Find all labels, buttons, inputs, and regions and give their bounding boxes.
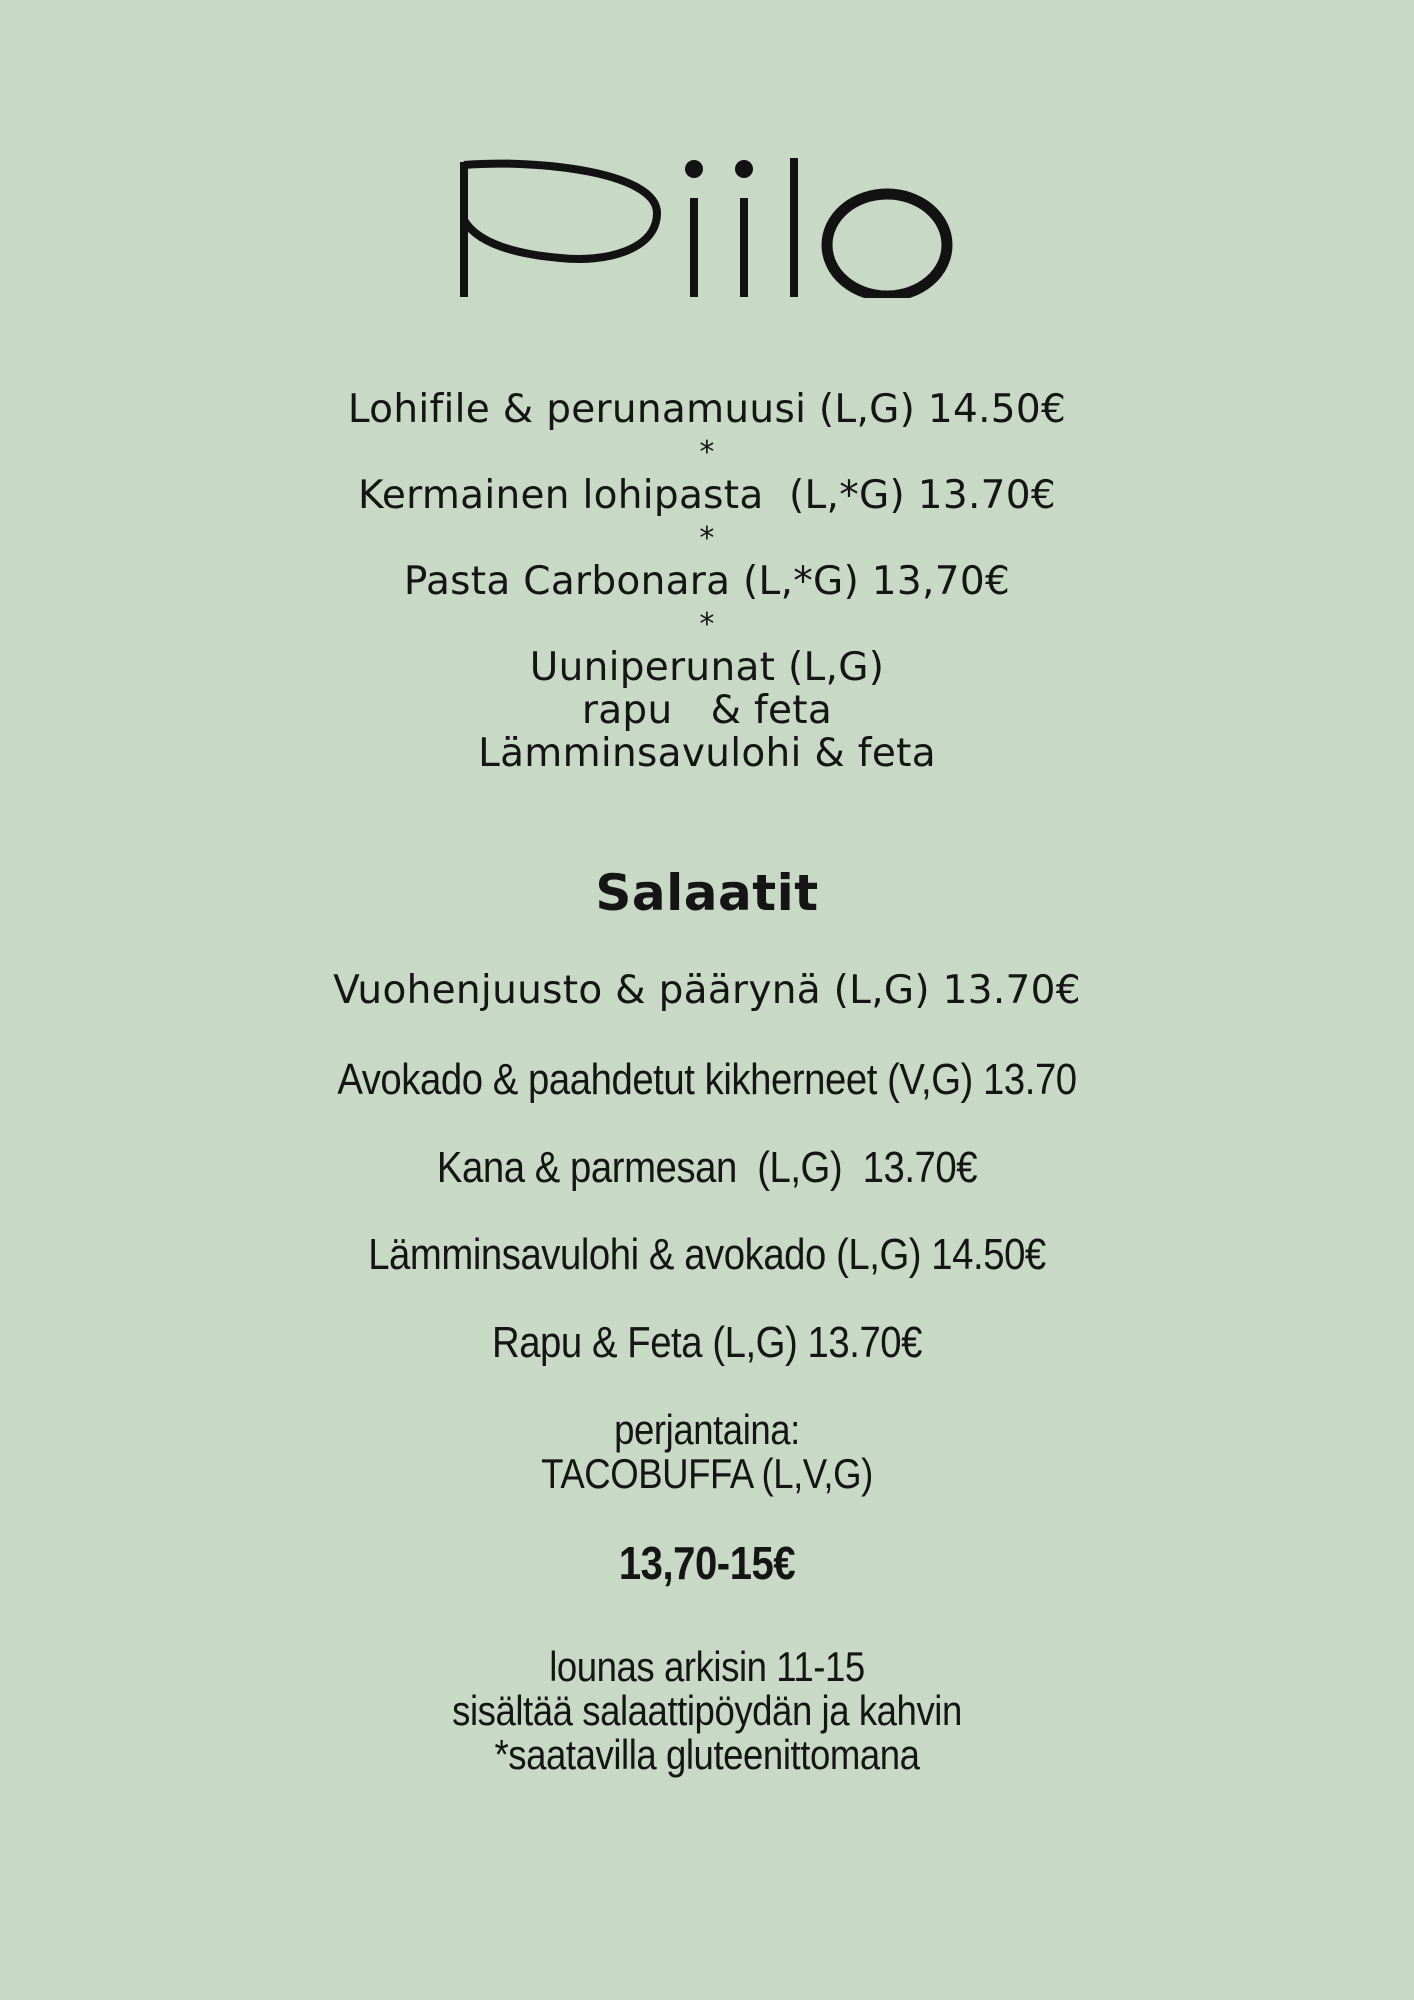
- menu-item: Kana & parmesan (L,G) 13.70€: [436, 1143, 978, 1192]
- separator-asterisk: *: [699, 435, 715, 470]
- separator-asterisk: *: [699, 521, 715, 556]
- menu-item: Uuniperunat (L,G): [529, 645, 885, 690]
- footer-note: sisältää salaattipöydän ja kahvin: [452, 1687, 962, 1734]
- main-courses-section: [0, 388, 1414, 775]
- menu-item: Lohifile & perunamuusi (L,G) 14.50€: [347, 387, 1067, 432]
- letter-o: [827, 194, 947, 296]
- menu-item: Lämminsavulohi & feta: [478, 731, 936, 776]
- letter-i-dot: [735, 160, 753, 178]
- menu-item: Vuohenjuusto & päärynä (L,G) 13.70€: [333, 968, 1081, 1013]
- footer-note: lounas arkisin 11-15: [549, 1643, 865, 1690]
- piilo-logo: [0, 0, 1414, 298]
- friday-special-section: [0, 1408, 1414, 1588]
- piilo-logo-lettering: [457, 156, 957, 298]
- menu-item: Kermainen lohipasta (L,*G) 13.70€: [357, 473, 1057, 518]
- friday-item: TACOBUFFA (L,V,G): [541, 1450, 873, 1497]
- section-heading: Salaatit: [595, 864, 819, 922]
- menu-item: Rapu & Feta (L,G) 13.70€: [491, 1318, 923, 1367]
- menu-item: rapu & feta: [581, 688, 833, 733]
- menu-item: Avokado & paahdetut kikherneet (V,G) 13.70: [337, 1055, 1077, 1104]
- friday-label: perjantaina:: [614, 1406, 800, 1453]
- menu-item: Pasta Carbonara (L,*G) 13,70€: [403, 559, 1011, 604]
- separator-asterisk: *: [699, 607, 715, 642]
- menu-item: Lämminsavulohi & avokado (L,G) 14.50€: [368, 1230, 1046, 1279]
- footer-note: *saatavilla gluteenittomana: [494, 1731, 920, 1778]
- price-range: 13,70-15€: [618, 1537, 796, 1589]
- salads-section: [0, 866, 1414, 1365]
- footer-notes: [0, 1645, 1414, 1777]
- letter-p-bowl: [464, 164, 657, 259]
- letter-i-dot: [685, 160, 703, 178]
